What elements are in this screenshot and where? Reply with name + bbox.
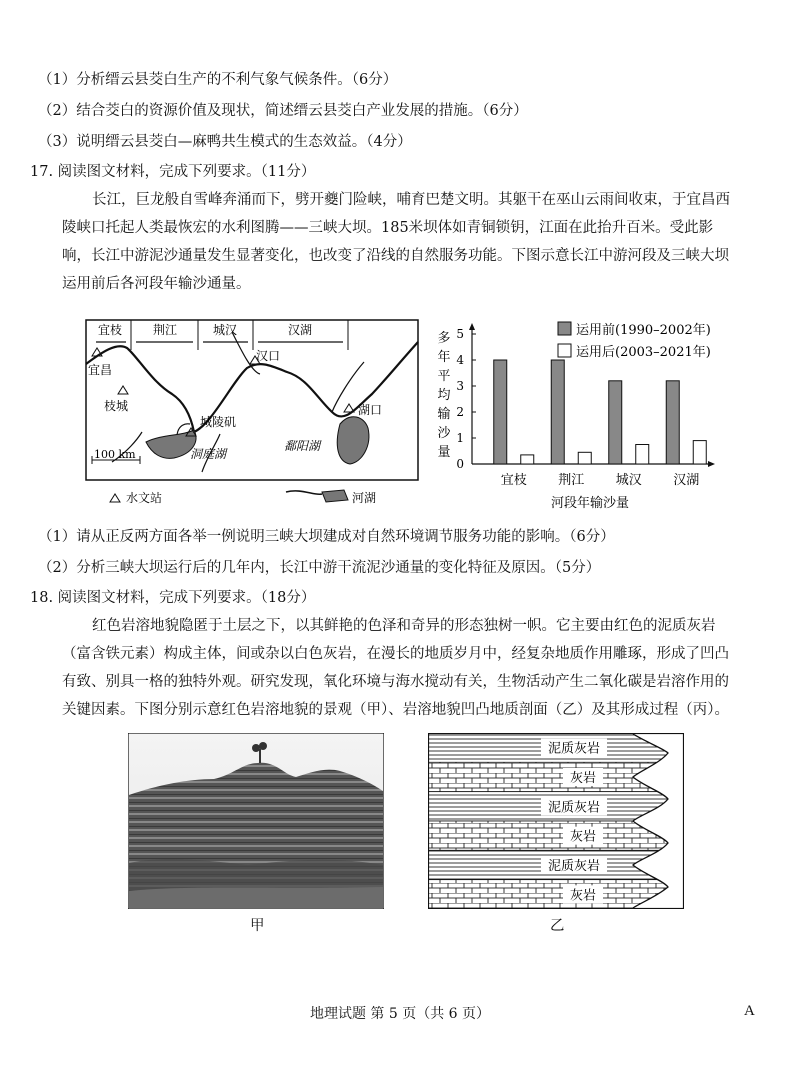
layer-label: 灰岩 — [569, 771, 597, 786]
river-legend-line — [286, 491, 322, 494]
q16-sub3: （3）说明缙云县茭白—麻鸭共生模式的生态效益。（4分） — [38, 134, 412, 150]
yangtze-map — [82, 312, 422, 512]
photo-caption: 甲 — [250, 918, 265, 934]
x-axis-label: 河段年输沙量 — [550, 496, 630, 511]
bar-before — [494, 360, 507, 464]
bar-after — [521, 455, 534, 464]
layer-label: 泥质灰岩 — [547, 859, 601, 874]
bar-before — [609, 381, 622, 464]
y-tick-label: 5 — [456, 327, 464, 341]
x-tick-label: 汉湖 — [673, 473, 700, 488]
segment-label: 荆江 — [152, 323, 178, 337]
segment-label: 宜枝 — [97, 323, 123, 337]
geologic-section — [428, 733, 684, 909]
bar-after — [578, 452, 591, 464]
poyang-lake — [337, 417, 369, 464]
lake-label: 洞庭湖 — [190, 447, 227, 461]
ground — [129, 887, 383, 908]
layer-label: 灰岩 — [569, 888, 597, 904]
x-tick-label: 宜枝 — [500, 473, 527, 488]
y-label-char: 均 — [437, 388, 451, 403]
page-footer: 地理试题 第 5 页（共 6 页） — [309, 1006, 491, 1022]
layer-label: 泥质灰岩 — [547, 741, 601, 757]
bar-after — [636, 445, 649, 465]
q17-sub1: （1）请从正反两方面各举一例说明三峡大坝建成对自然环境调节服务功能的影响。（6分） — [38, 529, 615, 545]
q16-sub1: （1）分析缙云县茭白生产的不利气象气候条件。（6分） — [38, 72, 398, 88]
y-axis-label — [437, 331, 451, 460]
chart-bars — [494, 360, 707, 488]
legend-swatch — [558, 322, 571, 335]
q18-heading: 18. 阅读图文材料，完成下列要求。（18分） — [30, 590, 316, 606]
bar-after — [693, 441, 706, 464]
y-label-char: 沙 — [437, 426, 451, 441]
chart-legend — [558, 322, 711, 360]
station-legend-icon — [110, 494, 120, 502]
map-frame — [86, 320, 418, 480]
place-label: 汉口 — [256, 349, 281, 363]
y-tick-label: 4 — [456, 353, 464, 367]
place-label: 枝城 — [104, 399, 129, 413]
place-label: 城陵矶 — [200, 415, 237, 429]
q17-heading: 17. 阅读图文材料，完成下列要求。（11分） — [30, 164, 316, 180]
y-label-char: 平 — [437, 369, 451, 384]
dongting-lake — [146, 430, 196, 458]
x-tick-label: 荆江 — [558, 473, 585, 488]
y-label-char: 输 — [437, 407, 451, 422]
q18-body: 红色岩溶地貌隐匿于土层之下，以其鲜艳的色泽和奇异的形态独树一帜。它主要由红色的泥质灰岩（富含铁元素）构成主体，间或杂以白色灰岩，在漫长的地质岁月中，经复杂地质作用雕琢，形成了凹凸有致、别具一格的独特外观。研究发现，氧化环境与海水搅动有关，生物活动产生二氧化碳是岩溶作用的关键因素。下图分别示意红色岩溶地貌的景观（甲）、岩溶地貌凹凸地质剖面（乙）及其形成过程（丙）。 — [62, 618, 729, 718]
legend-station: 水文站 — [126, 491, 163, 505]
q17-sub2: （2）分析三峡大坝运行后的几年内，长江中游干流泥沙通量的变化特征及原因。（5分） — [38, 560, 601, 576]
x-tick-label: 城汉 — [615, 473, 642, 488]
bar-before — [551, 360, 564, 464]
y-axis-arrow — [469, 323, 475, 330]
q17-body: 长江，巨龙般自雪峰奔涌而下，劈开夔门险峡，哺育巴楚文明。其躯干在巫山云雨间收束，于宜昌西陵峡口托起人类最恢宏的水利图腾——三峡大坝。185米坝体如青铜锁钥，江面在此抬升百米。受此影响，长江中游泥沙通量发生显著变化，也改变了沿线的自然服务功能。下图示意长江中游河段及三峡大坝运用前后各河段年输沙通量。 — [62, 192, 730, 292]
q16-sub2: （2）结合茭白的资源价值及现状，简述缙云县茭白产业发展的措施。（6分） — [38, 103, 528, 119]
layer-label: 灰岩 — [569, 829, 597, 845]
sediment-chart — [430, 312, 740, 516]
place-label: 宜昌 — [88, 363, 113, 377]
y-tick-label: 0 — [456, 457, 464, 471]
scale-label: 100 km — [94, 448, 136, 461]
x-axis-arrow — [708, 461, 715, 467]
segment-label: 城汉 — [212, 323, 238, 337]
y-tick-label: 3 — [456, 379, 464, 393]
y-label-char: 量 — [437, 445, 451, 460]
paper-version: A — [744, 1003, 755, 1019]
legend-label: 运用前(1990–2002年) — [576, 323, 711, 338]
lake-label: 鄱阳湖 — [284, 439, 321, 453]
y-label-char: 年 — [437, 350, 451, 365]
bar-before — [666, 381, 679, 464]
layer-label: 泥质灰岩 — [547, 800, 601, 816]
y-tick-label: 2 — [456, 405, 464, 419]
section-caption: 乙 — [550, 918, 565, 934]
legend-swatch — [558, 344, 571, 357]
yangtze-river — [86, 342, 418, 432]
place-label: 湖口 — [358, 403, 383, 417]
y-tick-label: 1 — [456, 431, 464, 445]
legend-label: 运用后(2003–2021年) — [576, 345, 711, 360]
segment-label: 汉湖 — [287, 323, 313, 337]
landscape-photo — [128, 733, 384, 909]
lake-legend-icon — [322, 490, 348, 502]
y-label-char: 多 — [437, 331, 451, 346]
legend-river: 河湖 — [352, 491, 377, 505]
